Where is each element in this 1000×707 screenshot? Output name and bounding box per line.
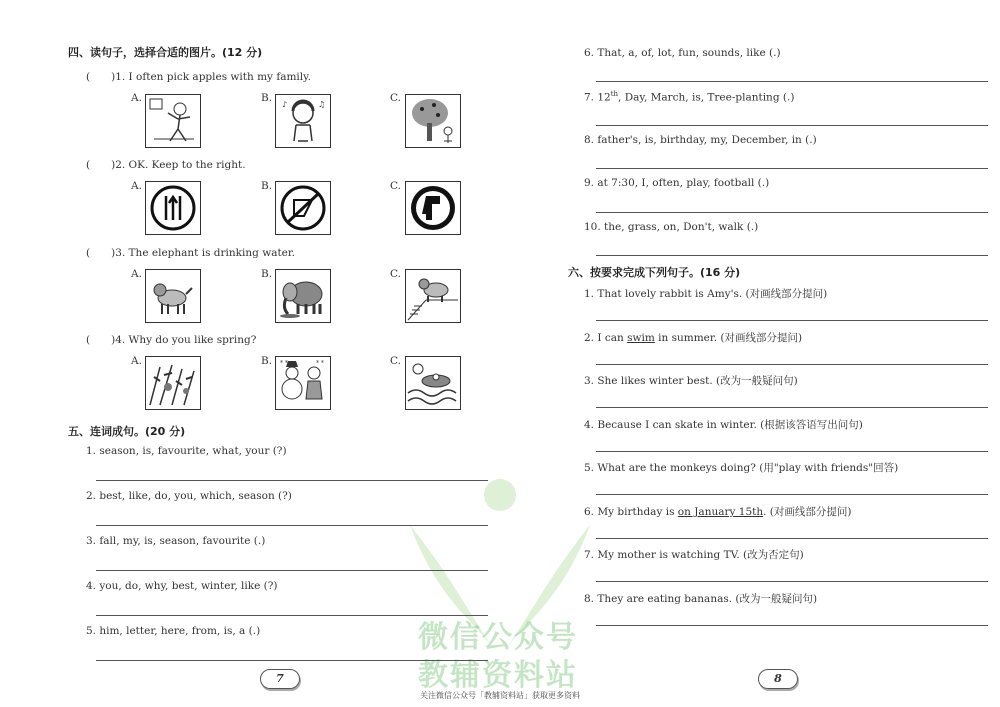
option-label: C. bbox=[390, 92, 401, 104]
item7-suffix: , Day, March, is, Tree-planting (.) bbox=[618, 91, 795, 104]
section6-question-5: 5. What are the monkeys doing? (用"play with friends"回答) bbox=[584, 462, 899, 474]
answer-line[interactable] bbox=[596, 581, 988, 582]
option-label: A. bbox=[131, 355, 142, 367]
svg-text:♫: ♫ bbox=[318, 100, 326, 109]
section6-question-8: 8. They are eating bananas. (改为一般疑问句) bbox=[584, 593, 818, 605]
option-label: A. bbox=[131, 180, 142, 192]
section4-title: 四、读句子，选择合适的图片。(12 分) bbox=[68, 46, 263, 59]
q2-pre: 2. I can bbox=[584, 332, 628, 344]
answer-line[interactable] bbox=[596, 81, 988, 82]
svg-text:* *: * * bbox=[316, 360, 324, 367]
section5-item-1: 1. season, is, favourite, what, your (?) bbox=[86, 445, 287, 457]
section6-question-4: 4. Because I can skate in winter. (根据该答语写出问句) bbox=[584, 419, 863, 431]
q6-underlined: on January 15th bbox=[677, 506, 764, 518]
answer-line[interactable] bbox=[96, 615, 488, 616]
answer-line[interactable] bbox=[596, 451, 988, 452]
dog-climbing-picture[interactable] bbox=[405, 269, 461, 323]
section4-question-3: ( )3. The elephant is drinking water. bbox=[86, 247, 296, 259]
section6-question-3: 3. She likes winter best. (改为一般疑问句) bbox=[584, 375, 798, 387]
section5-item-8: 8. father's, is, birthday, my, December, in (.) bbox=[584, 134, 817, 146]
section5-item-9: 9. at 7:30, I, often, play, football (.) bbox=[584, 177, 770, 189]
item7-sup: th bbox=[610, 90, 619, 98]
section6-question-7: 7. My mother is watching TV. (改为否定句) bbox=[584, 549, 804, 561]
answer-line[interactable] bbox=[596, 168, 988, 169]
option-label: C. bbox=[390, 180, 401, 192]
right-page bbox=[500, 0, 1000, 707]
footer-note: 关注微信公众号「教辅资料站」获取更多资料 bbox=[420, 691, 580, 700]
option-label: A. bbox=[131, 92, 142, 104]
watermark-text-1: 微信公众号 bbox=[418, 620, 578, 655]
apple-tree-picking-picture[interactable] bbox=[405, 94, 461, 148]
item7-prefix: 7. 12 bbox=[584, 91, 611, 104]
section4-question-2: ( )2. OK. Keep to the right. bbox=[86, 159, 246, 171]
snowman-winter-picture[interactable] bbox=[275, 356, 331, 410]
section5-item-2: 2. best, like, do, you, which, season (?) bbox=[86, 490, 292, 502]
option-label: B. bbox=[261, 268, 273, 280]
svg-text:♪: ♪ bbox=[282, 100, 288, 109]
boy-doing-exercise-picture[interactable] bbox=[145, 94, 201, 148]
q2-underlined: swim bbox=[627, 332, 655, 344]
option-label: A. bbox=[131, 268, 142, 280]
section5-title: 五、连词成句。(20 分) bbox=[68, 425, 186, 438]
girl-listening-music-picture[interactable] bbox=[275, 94, 331, 148]
option-label: B. bbox=[261, 355, 273, 367]
section6-question-2 bbox=[584, 330, 802, 345]
watermark-text-2: 教辅资料站 bbox=[418, 658, 578, 693]
section4-question-1: ( )1. I often pick apples with my family. bbox=[86, 71, 312, 83]
answer-line[interactable] bbox=[596, 320, 988, 321]
section5-item-5: 5. him, letter, here, from, is, a (.) bbox=[86, 625, 261, 637]
answer-line[interactable] bbox=[596, 407, 988, 408]
answer-line[interactable] bbox=[596, 538, 988, 539]
q6-pre: 6. My birthday is bbox=[584, 506, 678, 518]
turn-sign-picture[interactable] bbox=[405, 181, 461, 235]
option-label: B. bbox=[261, 92, 273, 104]
q6-post: . (对画线部分提问) bbox=[763, 506, 852, 518]
svg-text:* *: * * bbox=[280, 360, 288, 367]
section6-title: 六、按要求完成下列句子。(16 分) bbox=[568, 266, 741, 279]
page-number: 7 bbox=[260, 669, 300, 689]
section5-item-6: 6. That, a, of, lot, fun, sounds, like (.) bbox=[584, 47, 781, 59]
answer-line[interactable] bbox=[596, 212, 988, 213]
option-label: C. bbox=[390, 355, 401, 367]
beach-summer-picture[interactable] bbox=[405, 356, 461, 410]
answer-line[interactable] bbox=[596, 255, 988, 256]
answer-line[interactable] bbox=[596, 625, 988, 626]
section5-item-4: 4. you, do, why, best, winter, like (?) bbox=[86, 580, 278, 592]
answer-line[interactable] bbox=[596, 364, 988, 365]
keep-right-sign-picture[interactable] bbox=[145, 181, 201, 235]
answer-line[interactable] bbox=[96, 480, 488, 481]
spring-flowers-picture[interactable] bbox=[145, 356, 201, 410]
dog-walking-picture[interactable] bbox=[145, 269, 201, 323]
answer-line[interactable] bbox=[96, 570, 488, 571]
answer-line[interactable] bbox=[596, 125, 988, 126]
option-label: C. bbox=[390, 268, 401, 280]
section6-question-1: 1. That lovely rabbit is Amy's. (对画线部分提问) bbox=[584, 288, 828, 300]
option-label: B. bbox=[261, 180, 273, 192]
answer-line[interactable] bbox=[96, 525, 488, 526]
section6-question-6 bbox=[584, 504, 851, 519]
section5-item-10: 10. the, grass, on, Don't, walk (.) bbox=[584, 221, 759, 233]
section5-item-3: 3. fall, my, is, season, favourite (.) bbox=[86, 535, 266, 547]
section4-question-4: ( )4. Why do you like spring? bbox=[86, 334, 257, 346]
answer-line[interactable] bbox=[596, 494, 988, 495]
q2-post: in summer. (对画线部分提问) bbox=[654, 332, 803, 344]
section5-item-7 bbox=[584, 90, 794, 104]
answer-line[interactable] bbox=[96, 660, 488, 661]
page-number: 8 bbox=[758, 669, 798, 689]
no-entry-sign-picture[interactable] bbox=[275, 181, 331, 235]
elephant-drinking-picture[interactable] bbox=[275, 269, 331, 323]
